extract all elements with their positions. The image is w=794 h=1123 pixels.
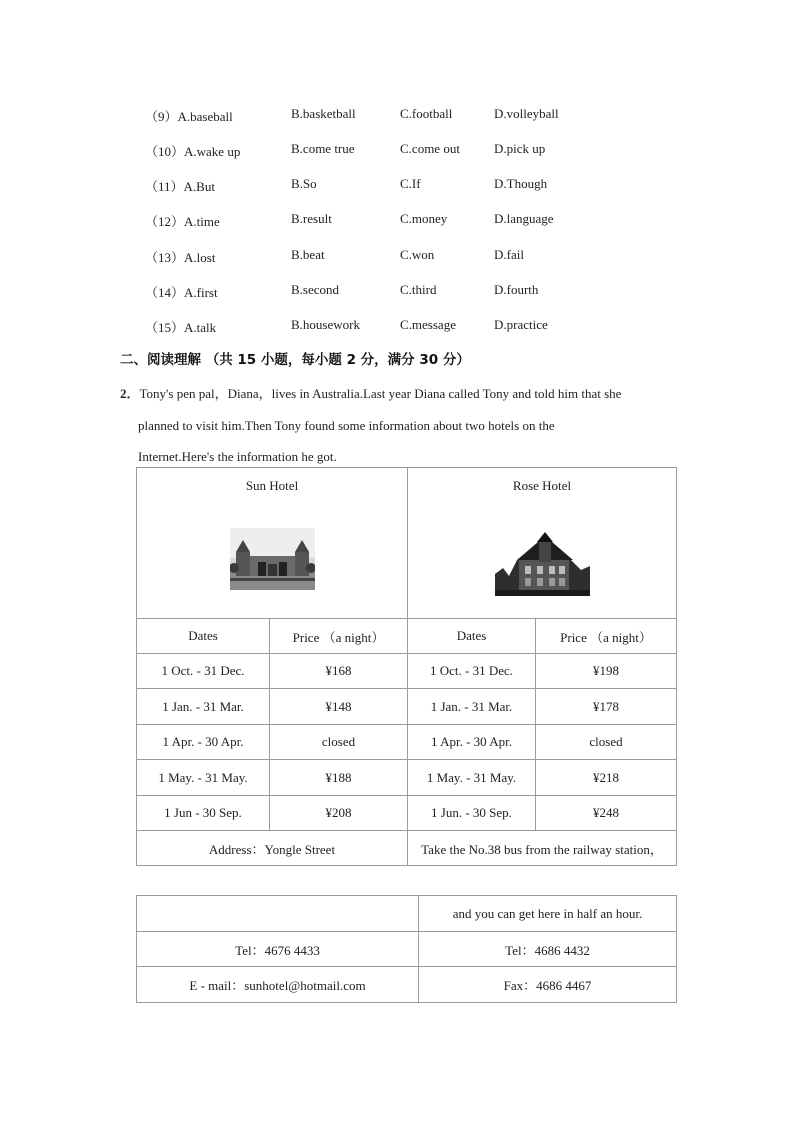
sun-email: E - mail：sunhotel@hotmail.com xyxy=(137,967,419,1003)
sun-price: ¥208 xyxy=(270,796,408,831)
rose-price: ¥178 xyxy=(536,689,677,725)
sun-tel: Tel：4676 4433 xyxy=(137,932,419,967)
table-row xyxy=(137,654,677,689)
option-row-12 xyxy=(0,211,794,231)
option-b: B.So xyxy=(291,176,317,191)
sun-date: 1 Jun - 30 Sep. xyxy=(137,796,270,831)
rose-price: ¥198 xyxy=(536,654,677,689)
option-c: C.third xyxy=(400,282,437,297)
option-b: B.come true xyxy=(291,141,355,156)
table-row xyxy=(137,689,677,725)
option-row-14 xyxy=(0,282,794,302)
option-a: （14）A.first xyxy=(145,285,218,300)
option-d: D.volleyball xyxy=(494,106,559,121)
rose-date: 1 Oct. - 31 Dec. xyxy=(408,654,536,689)
sun-price: ¥168 xyxy=(270,654,408,689)
option-a: （13）A.lost xyxy=(145,250,216,265)
option-d: D.pick up xyxy=(494,141,546,156)
rose-directions-cont: and you can get here in half an hour. xyxy=(419,896,677,932)
option-d: D.fourth xyxy=(494,282,539,297)
sun-price: closed xyxy=(270,725,408,760)
rose-hotel-cell xyxy=(408,468,677,619)
option-c: C.If xyxy=(400,176,421,191)
option-row-9 xyxy=(0,106,794,126)
header-dates: Dates xyxy=(408,619,536,654)
table-row xyxy=(137,725,677,760)
option-c: C.money xyxy=(400,211,448,226)
sun-date: 1 Jan. - 31 Mar. xyxy=(137,689,270,725)
question-number: 2． xyxy=(120,386,140,401)
table-row xyxy=(137,760,677,796)
rose-tel: Tel：4686 4432 xyxy=(419,932,677,967)
sun-date: 1 May. - 31 May. xyxy=(137,760,270,796)
sun-hotel-photo xyxy=(230,528,315,590)
rose-price: closed xyxy=(536,725,677,760)
rose-date: 1 Apr. - 30 Apr. xyxy=(408,725,536,760)
option-d: D.language xyxy=(494,211,554,226)
rose-price: ¥248 xyxy=(536,796,677,831)
rose-directions: Take the No.38 bus from the railway station， xyxy=(408,831,677,866)
rose-hotel-photo xyxy=(495,530,590,596)
option-b: B.beat xyxy=(291,247,325,262)
rose-date: 1 Jan. - 31 Mar. xyxy=(408,689,536,725)
option-row-13 xyxy=(0,247,794,267)
header-price: Price （a night） xyxy=(270,619,408,654)
rose-price: ¥218 xyxy=(536,760,677,796)
rose-fax: Fax：4686 4467 xyxy=(419,967,677,1003)
hotel-contact-table xyxy=(136,895,677,1003)
reading-passage xyxy=(120,378,675,473)
option-d: D.practice xyxy=(494,317,548,332)
header-price: Price （a night） xyxy=(536,619,677,654)
sun-price: ¥188 xyxy=(270,760,408,796)
sun-price: ¥148 xyxy=(270,689,408,725)
option-d: D.Though xyxy=(494,176,548,191)
option-c: C.football xyxy=(400,106,453,121)
table-row xyxy=(137,796,677,831)
option-b: B.result xyxy=(291,211,332,226)
option-a: （12）A.time xyxy=(145,214,220,229)
option-c: C.message xyxy=(400,317,456,332)
option-a: （11）A.But xyxy=(145,179,215,194)
option-b: B.basketball xyxy=(291,106,356,121)
passage-line-3: Internet.Here's the information he got. xyxy=(138,449,337,464)
sun-date: 1 Oct. - 31 Dec. xyxy=(137,654,270,689)
option-c: C.come out xyxy=(400,141,460,156)
option-row-10 xyxy=(0,141,794,161)
section-heading: 二、阅读理解 （共 15 小题，每小题 2 分，满分 30 分） xyxy=(120,352,470,368)
option-b: B.second xyxy=(291,282,340,297)
passage-line-1: Tony's pen pal，Diana，lives in Australia.Last year Diana called Tony and told him that she xyxy=(139,386,622,401)
header-dates: Dates xyxy=(137,619,270,654)
option-d: D.fail xyxy=(494,247,524,262)
rose-date: 1 Jun. - 30 Sep. xyxy=(408,796,536,831)
passage-line-2: planned to visit him.Then Tony found some information about two hotels on the xyxy=(138,417,555,433)
sun-hotel-name: Sun Hotel xyxy=(245,478,299,493)
option-c: C.won xyxy=(400,247,435,262)
rose-date: 1 May. - 31 May. xyxy=(408,760,536,796)
sun-hotel-cell xyxy=(137,468,408,619)
option-row-15 xyxy=(0,317,794,337)
option-b: B.housework xyxy=(291,317,360,332)
sun-date: 1 Apr. - 30 Apr. xyxy=(137,725,270,760)
option-a: （15）A.talk xyxy=(145,320,217,335)
sun-address: Address：Yongle Street xyxy=(137,831,408,866)
option-row-11 xyxy=(0,176,794,196)
rose-hotel-name: Rose Hotel xyxy=(512,478,572,493)
option-a: （9）A.baseball xyxy=(145,109,233,124)
hotel-price-table xyxy=(136,467,677,866)
option-a: （10）A.wake up xyxy=(145,144,241,159)
sun-contact-empty xyxy=(137,896,419,932)
